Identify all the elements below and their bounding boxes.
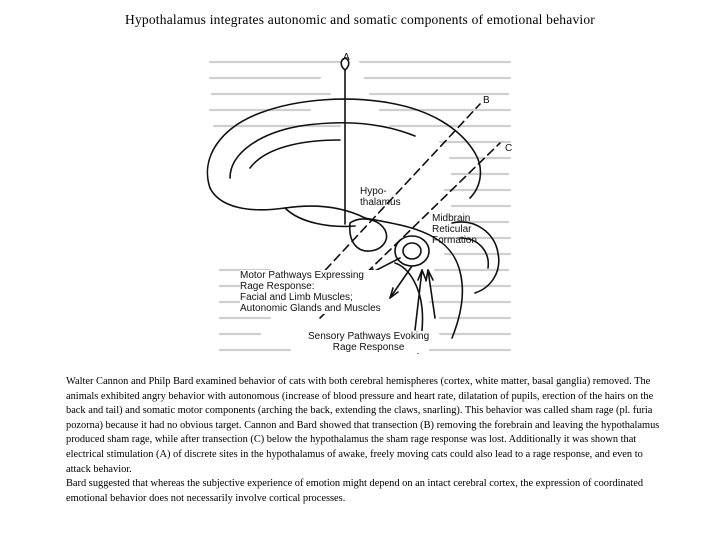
brain-diagram	[190, 48, 530, 368]
cortex-outline	[207, 99, 480, 198]
hypothalamus-region	[350, 219, 387, 251]
caption-paragraph-1: Walter Cannon and Philp Bard examined behavior of cats with both cerebral hemispheres (cortex, white matter, basal ganglia) removed. The animals exhibited angry behavior with autonomous (increase of blood pressure and heart rate, dilatation of pupils, erection of the hairs on the back and tail) and somatic motor components (arching the back, extending the claws, snarling). This behavior was called sham rage (pl. furia pozorna) because it had no obvious target. Cannon and Bard showed that transection (B) removing the forebrain and leaving the hypothalamus produced sham rage, while after transection (C) below the hypothalamus the sham rage response was lost. Additionally it was shown that electrical stimulation (A) of discrete sites in the hypothalamus of awake, freely moving cats could also lead to a rage response, and even to attack behavior.	[66, 376, 660, 475]
brain-sagittal-drawing	[190, 48, 530, 368]
label-a: A	[343, 52, 350, 63]
page-title: Hypothalamus integrates autonomic and somatic components of emotional behavior	[125, 12, 595, 27]
label-hypothalamus: Hypo- thalamus	[360, 186, 401, 208]
caption-paragraph-2: Bard suggested that whereas the subjective experience of emotion might depend on an intact cerebral cortex, the expression of coordinated emotional behavior does not necessarily involve cortical processes.	[66, 478, 644, 504]
label-b: B	[483, 95, 490, 106]
label-sensory-pathways: Sensory Pathways Evoking Rage Response	[308, 331, 430, 353]
label-c: C	[505, 143, 513, 154]
label-motor-pathways: Motor Pathways Expressing Rage Response: Facial and Limb Muscles; Autonomic Glands and Muscles	[240, 270, 381, 314]
label-midbrain-reticular-formation: Midbrain Reticular Formation	[432, 213, 478, 246]
caption	[66, 375, 666, 506]
